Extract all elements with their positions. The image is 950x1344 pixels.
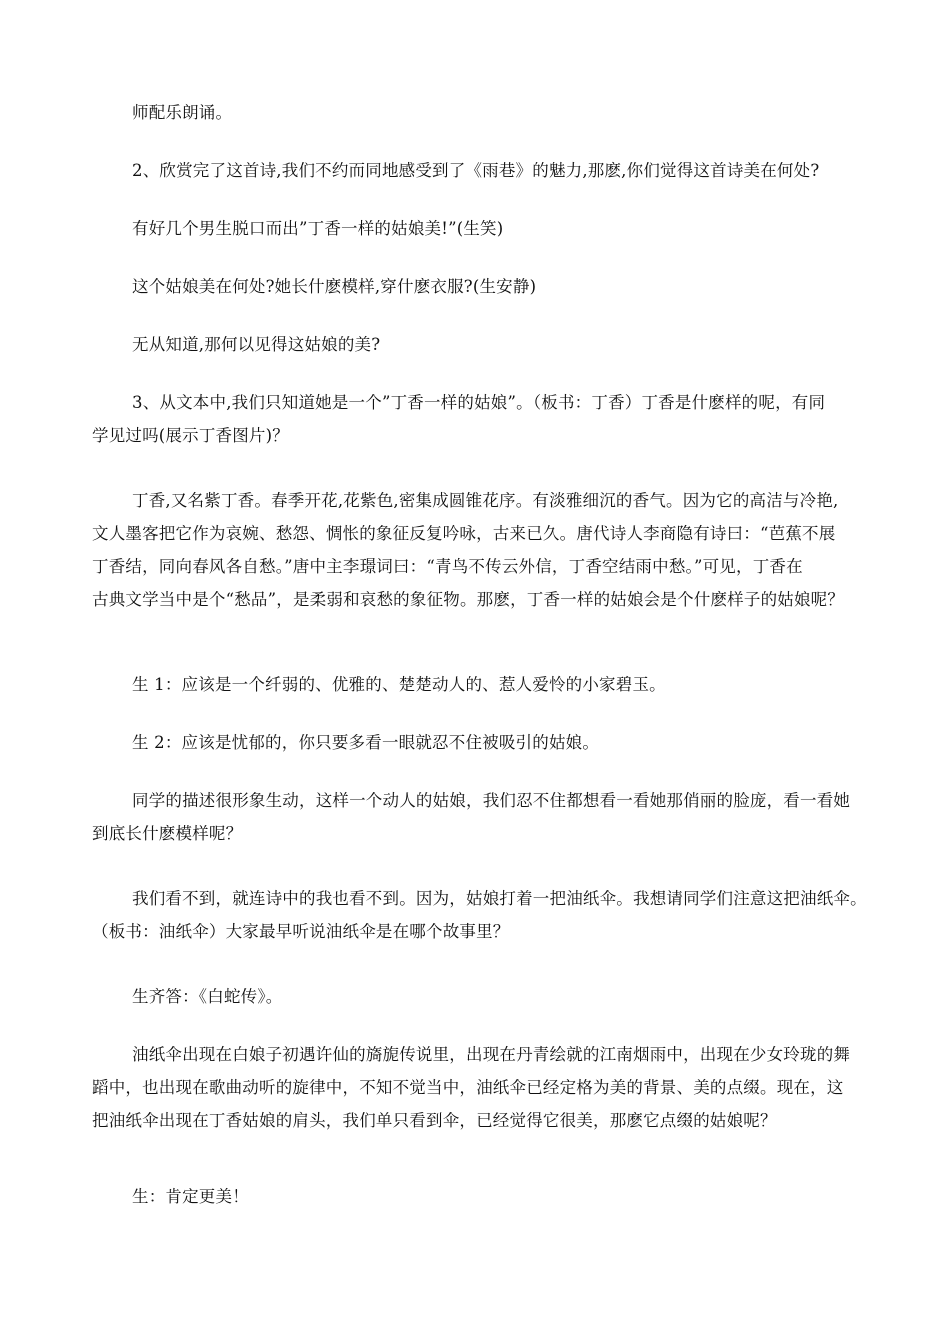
paragraph — [92, 386, 874, 452]
text-line: 有好几个男生脱口而出”丁香一样的姑娘美!”(生笑) — [132, 219, 504, 238]
paragraph — [92, 1180, 874, 1213]
text-line: 生齐答：《白蛇传》。 — [132, 987, 283, 1006]
text-line: （板书：油纸伞）大家最早听说油纸伞是在哪个故事里？ — [92, 922, 510, 941]
text-line: 学见过吗(展示丁香图片)？ — [92, 426, 289, 445]
paragraph — [92, 668, 874, 701]
text-line: 丁香,又名紫丁香。春季开花,花紫色,密集成圆锥花序。有淡雅细沉的香气。因为它的高洁与冷艳, — [132, 491, 839, 510]
paragraph — [92, 882, 874, 948]
text-line: 把油纸伞出现在丁香姑娘的肩头，我们单只看到伞，已经觉得它很美，那麽它点缀的姑娘呢？ — [92, 1111, 777, 1130]
paragraph — [92, 212, 874, 245]
paragraph — [92, 1038, 874, 1137]
text-line: 无从知道,那何以见得这姑娘的美? — [132, 335, 381, 354]
paragraph — [92, 96, 874, 129]
paragraph — [92, 484, 874, 616]
text-line: 油纸伞出现在白娘子初遇许仙的旖旎传说里，出现在丹青绘就的江南烟雨中，出现在少女玲珑的舞 — [132, 1045, 851, 1064]
text-line: 到底长什麽模样呢？ — [92, 824, 243, 843]
paragraph — [92, 980, 874, 1013]
paragraph — [92, 270, 874, 303]
text-line: 丁香结，同向春风各自愁。”唐中主李璟词曰：“青鸟不传云外信，丁香空结雨中愁。”可见，丁香在 — [92, 557, 803, 576]
text-line: 古典文学当中是个“愁品”，是柔弱和哀愁的象征物。那麽，丁香一样的姑娘会是个什麽样子的姑娘呢？ — [92, 590, 845, 609]
text-line: 我们看不到，就连诗中的我也看不到。因为，姑娘打着一把油纸伞。我想请同学们注意这把油纸伞。 — [132, 889, 867, 908]
text-line: 生 2：应该是忧郁的，你只要多看一眼就忍不住被吸引的姑娘。 — [132, 733, 600, 752]
text-line: 蹈中，也出现在歌曲动听的旋律中，不知不觉当中，油纸伞已经定格为美的背景、美的点缀。现在，这 — [92, 1078, 844, 1097]
text-line: 这个姑娘美在何处?她长什麽模样,穿什麽衣服?(生安静) — [132, 277, 537, 296]
text-line: 同学的描述很形象生动，这样一个动人的姑娘，我们忍不住都想看一看她那俏丽的脸庞，看一看她 — [132, 791, 851, 810]
text-line: 师配乐朗诵。 — [132, 103, 233, 122]
paragraph — [92, 154, 874, 187]
text-line: 3、从文本中,我们只知道她是一个”丁香一样的姑娘”。（板书：丁香）丁香是什麽样的呢，有同 — [132, 393, 826, 412]
paragraph — [92, 726, 874, 759]
text-line: 生：肯定更美！ — [132, 1187, 249, 1206]
text-line: 文人墨客把它作为哀婉、愁怨、惆怅的象征反复吟咏，古来已久。唐代诗人李商隐有诗曰：“芭蕉不展 — [92, 524, 836, 543]
text-line: 生 1：应该是一个纤弱的、优雅的、楚楚动人的、惹人爱怜的小家碧玉。 — [132, 675, 666, 694]
text-line: 2、欣赏完了这首诗,我们不约而同地感受到了《雨巷》的魅力,那麽,你们觉得这首诗美在何处? — [132, 161, 820, 180]
paragraph — [92, 328, 874, 361]
paragraph — [92, 784, 874, 850]
